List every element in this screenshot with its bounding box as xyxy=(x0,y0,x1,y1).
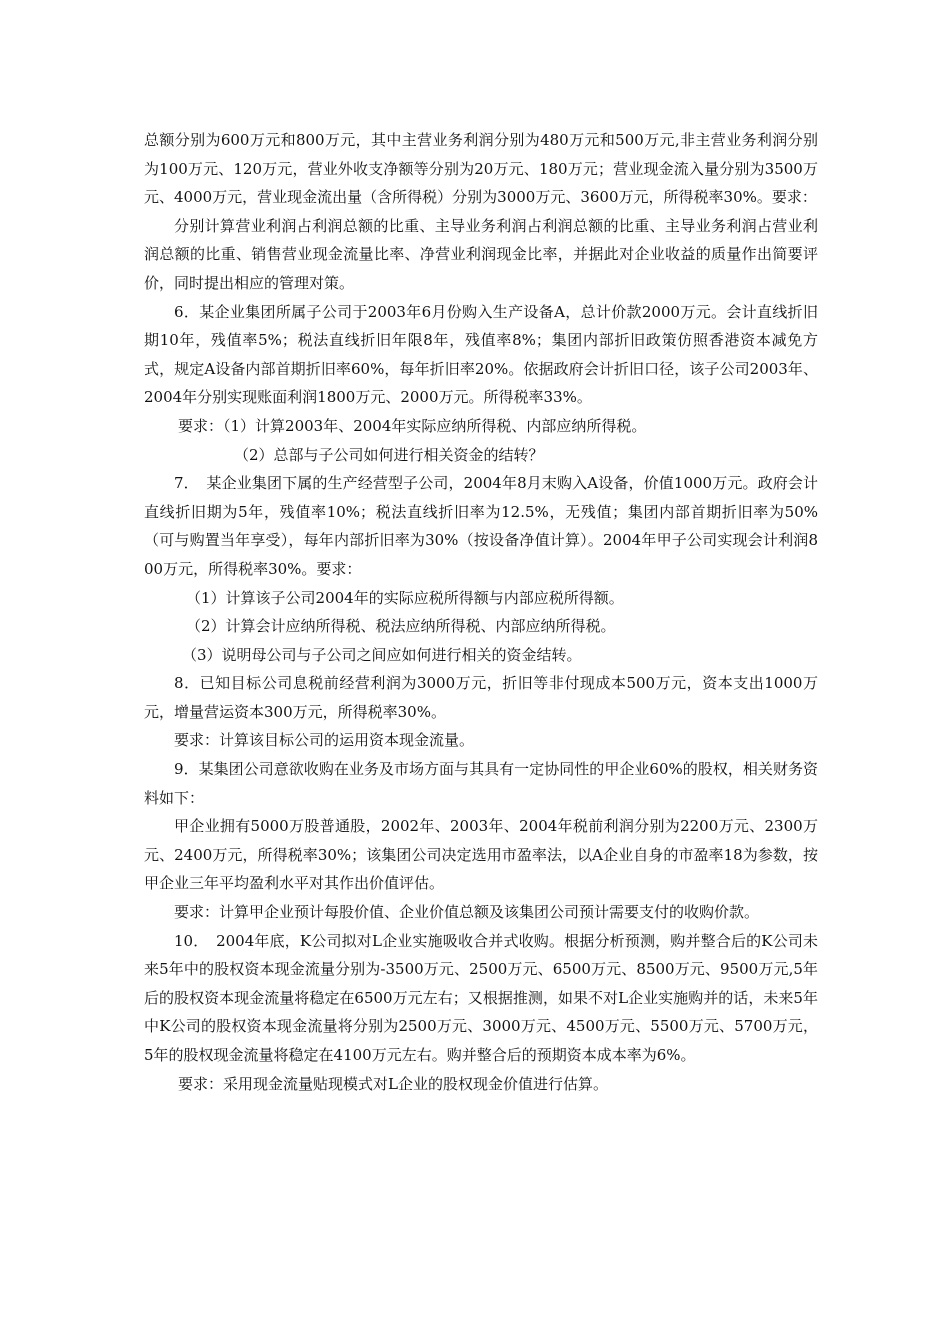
document-body xyxy=(144,126,818,1098)
paragraph-q8-body: 8．已知目标公司息税前经营利润为3000万元，折旧等非付现成本500万元，资本支出1000万元，增量营运资本300万元，所得税率30%。 xyxy=(144,674,818,721)
paragraph-q8-requirement: 要求：计算该目标公司的运用资本现金流量。 xyxy=(174,731,475,750)
paragraph-q5-data: 总额分别为600万元和800万元，其中主营业务利润分别为480万元和500万元,非主营业务利润分别为100万元、120万元，营业外收支净额等分别为20万元、180万元；营业现金流入量分别为3500万元、4000万元，营业现金流出量（含所得税）分别为3000万元、3600万元，所得税率30%。要求： xyxy=(144,131,818,207)
paragraph-q7-requirement-3: （3）说明母公司与子公司之间应如何进行相关的资金结转。 xyxy=(182,645,582,664)
paragraph-q10-body: 10． 2004年底，K公司拟对L企业实施吸收合并式收购。根据分析预测，购并整合后的K公司未来5年中的股权资本现金流量分别为-3500万元、2500万元、6500万元、8500万元、9500万元,5年后的股权资本现金流量将稳定在6500万元左右；又根据推测，如果不对L企业实施购并的话，未来5年中K公司的股权资本现金流量将分别为2500万元、3000万元、4500万元、5500万元、5700万元，5年的股权现金流量将稳定在4100万元左右。购并整合后的预期资本成本率为6%。 xyxy=(144,931,818,1064)
paragraph-q6-requirement-1: 要求：（1）计算2003年、2004年实际应纳所得税、内部应纳所得税。 xyxy=(178,416,647,435)
paragraph-q10-requirement: 要求：采用现金流量贴现模式对L企业的股权现金价值进行估算。 xyxy=(178,1074,608,1093)
paragraph-q9-requirement: 要求：计算甲企业预计每股价值、企业价值总额及该集团公司预计需要支付的收购价款。 xyxy=(174,903,760,922)
paragraph-q7-requirement-1: （1）计算该子公司2004年的实际应税所得额与内部应税所得额。 xyxy=(186,588,624,607)
paragraph-q7-body: 7． 某企业集团下属的生产经营型子公司，2004年8月末购入A设备，价值1000万元。政府会计直线折旧期为5年，残值率10%；税法直线折旧率为12.5%，无残值；集团内部首期折旧率为50%（可与购置当年享受），每年内部折旧率为30%（按设备净值计算）。2004年甲子公司实现会计利润800万元，所得税率30%。要求： xyxy=(144,474,818,578)
paragraph-q7-requirement-2: （2）计算会计应纳所得税、税法应纳所得税、内部应纳所得税。 xyxy=(186,617,616,636)
paragraph-q9-data: 甲企业拥有5000万股普通股，2002年、2003年、2004年税前利润分别为2200万元、2300万元、2400万元，所得税率30%；该集团公司决定选用市盈率法，以A企业自身的市盈率18为参数，按甲企业三年平均盈利水平对其作出价值评估。 xyxy=(144,817,818,893)
paragraph-q5-requirement: 分别计算营业利润占利润总额的比重、主导业务利润占利润总额的比重、主导业务利润占营业利润总额的比重、销售营业现金流量比率、净营业利润现金比率，并据此对企业收益的质量作出简要评价，同时提出相应的管理对策。 xyxy=(144,216,818,292)
paragraph-q6-requirement-2: （2）总部与子公司如何进行相关资金的结转？ xyxy=(234,445,544,464)
paragraph-q9-body: 9．某集团公司意欲收购在业务及市场方面与其具有一定协同性的甲企业60%的股权，相关财务资料如下： xyxy=(144,760,818,807)
paragraph-q6-body: 6．某企业集团所属子公司于2003年6月份购入生产设备A，总计价款2000万元。会计直线折旧期10年，残值率5%；税法直线折旧年限8年，残值率8%；集团内部折旧政策仿照香港资本减免方式，规定A设备内部首期折旧率60%，每年折旧率20%。依据政府会计折旧口径，该子公司2003年、2004年分别实现账面利润1800万元、2000万元。所得税率33%。 xyxy=(144,302,818,407)
